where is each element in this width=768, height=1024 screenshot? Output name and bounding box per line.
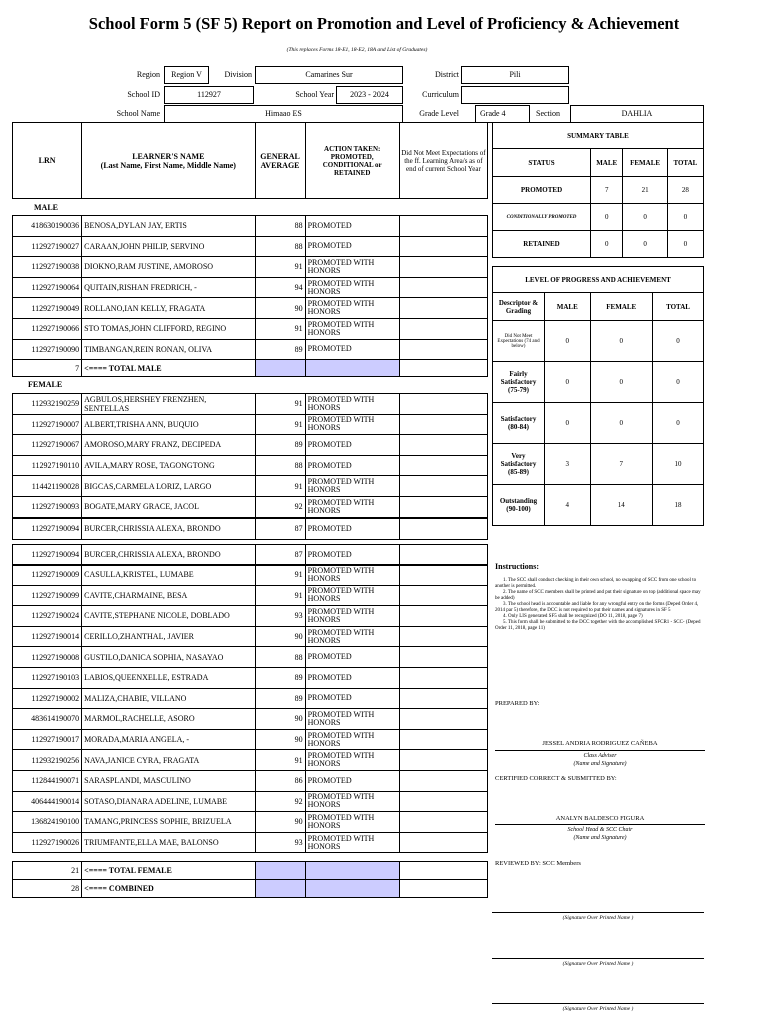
learner-lrn: 112927190110 xyxy=(13,455,82,476)
learner-name: MALIZA,CHABIE, VILLANO xyxy=(82,688,255,709)
progress-female: 7 xyxy=(590,444,652,485)
learner-action: PROMOTED xyxy=(305,455,399,476)
learner-row xyxy=(13,729,488,750)
summary-status: CONDITIONALLY PROMOTED xyxy=(493,204,591,231)
learner-row xyxy=(13,257,488,278)
summary-male: 0 xyxy=(591,204,623,231)
progress-desc: Very Satisfactory (85-89) xyxy=(493,444,545,485)
learner-avg: 92 xyxy=(255,496,305,517)
section-field: DAHLIA xyxy=(570,105,704,123)
progress-female: 0 xyxy=(590,403,652,444)
learner-avg: 90 xyxy=(255,298,305,319)
learner-name: NAVA,JANICE CYRA, FRAGATA xyxy=(82,750,255,771)
learner-name: DIOKNO,RAM JUSTINE, AMOROSO xyxy=(82,257,255,278)
learner-action: PROMOTED xyxy=(305,647,399,668)
learner-action: PROMOTED WITH HONORS xyxy=(305,318,399,339)
summary-header: MALE xyxy=(545,293,591,321)
learner-name: AMOROSO,MARY FRANZ, DECIPEDA xyxy=(82,435,255,456)
learner-action: PROMOTED xyxy=(305,339,399,360)
summary-header: TOTAL xyxy=(653,293,704,321)
cut-row-bottom: 112927190094 BURCER,CHRISSIA ALEXA, BRONDO 87 PROMOTED xyxy=(12,556,488,564)
summary-title: SUMMARY TABLE xyxy=(493,123,704,149)
female-section-label: FEMALE xyxy=(28,380,63,389)
learner-action: PROMOTED WITH HONORS xyxy=(305,709,399,730)
combined-row xyxy=(13,880,488,898)
learner-action: PROMOTED xyxy=(305,770,399,791)
learner-name: CARAAN,JOHN PHILIP, SERVINO xyxy=(82,236,255,257)
school-year-field: 2023 - 2024 xyxy=(336,86,403,104)
learner-lrn: 114421190028 xyxy=(13,476,82,497)
learner-name: CAVITE,STEPHANE NICOLE, DOBLADO xyxy=(82,606,255,627)
progress-row xyxy=(493,403,704,444)
learner-name: TAMANG,PRINCESS SOPHIE, BRIZUELA xyxy=(82,812,255,833)
learner-action: PROMOTED WITH HONORS xyxy=(305,626,399,647)
learner-action: PROMOTED WITH HONORS xyxy=(305,277,399,298)
learner-avg: 89 xyxy=(255,667,305,688)
school-name-field: Himaao ES xyxy=(164,105,403,123)
learner-row xyxy=(13,709,488,730)
male-section-label: MALE xyxy=(34,203,58,212)
learner-row xyxy=(13,626,488,647)
summary-row xyxy=(493,177,704,204)
learner-row xyxy=(13,414,488,435)
col-lrn: LRN xyxy=(13,123,82,199)
adviser-note: (Name and Signature) xyxy=(573,761,627,767)
learner-row xyxy=(13,750,488,771)
summary-header: STATUS xyxy=(493,149,591,177)
grade-level-field: Grade 4 xyxy=(475,105,530,123)
learner-row xyxy=(13,832,488,853)
progress-desc: Outstanding (90-100) xyxy=(493,485,545,526)
division-label: Division xyxy=(224,70,252,79)
progress-title: LEVEL OF PROGRESS AND ACHIEVEMENT xyxy=(493,267,704,293)
learners-table-header xyxy=(12,122,488,199)
summary-header: Descriptor & Grading xyxy=(493,293,545,321)
head-role: School Head & SCC Chair xyxy=(567,827,633,833)
summary-row xyxy=(493,231,704,258)
progress-male: 0 xyxy=(545,403,591,444)
total-male-label: <==== TOTAL MALE xyxy=(82,360,255,377)
learner-action: PROMOTED WITH HONORS xyxy=(305,298,399,319)
col-average: GENERAL AVERAGE xyxy=(255,123,305,199)
learner-name: MARMOL,RACHELLE, ASORO xyxy=(82,709,255,730)
totals-table xyxy=(12,861,488,898)
learner-avg: 88 xyxy=(255,216,305,237)
learner-avg: 86 xyxy=(255,770,305,791)
progress-female: 14 xyxy=(590,485,652,526)
scc-signature-2: (Signature Over Printed Name ) xyxy=(562,961,634,967)
learner-avg: 89 xyxy=(255,435,305,456)
total-male-row xyxy=(13,360,488,377)
learner-name: CAVITE,CHARMAINE, BESA xyxy=(82,585,255,606)
learner-row xyxy=(13,647,488,668)
progress-desc: Satisfactory (80-84) xyxy=(493,403,545,444)
learner-row xyxy=(13,565,488,586)
summary-table xyxy=(492,122,704,258)
summary-header: MALE xyxy=(591,149,623,177)
summary-male: 0 xyxy=(591,231,623,258)
reviewed-label: REVIEWED BY: SCC Members xyxy=(495,860,581,867)
adviser-role: Class Adviser xyxy=(583,753,617,759)
summary-header: TOTAL xyxy=(667,149,703,177)
female-table-top xyxy=(12,393,488,518)
learner-name: ROLLANO,IAN KELLY, FRAGATA xyxy=(82,298,255,319)
learner-row xyxy=(13,476,488,497)
summary-total: 28 xyxy=(667,177,703,204)
learner-name: SARASPLANDI, MASCULINO xyxy=(82,770,255,791)
learner-name: ALBERT,TRISHA ANN, BUQUIO xyxy=(82,414,255,435)
total-female-label: <==== TOTAL FEMALE xyxy=(82,862,255,880)
total-female-row xyxy=(13,862,488,880)
col-not-met: Did Not Meet Expectations of the ff. Learning Area/s as of end of current School Year xyxy=(399,123,487,199)
learner-row xyxy=(13,394,488,415)
learner-avg: 91 xyxy=(255,257,305,278)
learner-lrn: 418630190036 xyxy=(13,216,82,237)
learner-row xyxy=(13,318,488,339)
progress-desc: Fairly Satisfactory (75-79) xyxy=(493,362,545,403)
progress-row xyxy=(493,444,704,485)
learner-name: BENOSA,DYLAN JAY, ERTIS xyxy=(82,216,255,237)
progress-total: 0 xyxy=(653,321,704,362)
learner-lrn: 112927190014 xyxy=(13,626,82,647)
summary-female: 21 xyxy=(623,177,667,204)
learner-avg: 91 xyxy=(255,565,305,586)
learner-lrn: 112927190002 xyxy=(13,688,82,709)
instruction-item: 5. This form shall be submitted to the DCC together with the accomplished SFCR1 - SCC- (Deped Order 11, 2018, page 11) xyxy=(495,620,701,631)
summary-male: 7 xyxy=(591,177,623,204)
instructions-title: Instructions: xyxy=(495,562,540,571)
instruction-item: 3. The school head is accountable and liable for any wrongful entry on the forms (Deped Order 4, 2014 par 5) therefore, the DCC is not required to put their names and signatures in SF 5 xyxy=(495,602,699,613)
region-field: Region V xyxy=(164,66,209,84)
total-male-table xyxy=(12,359,488,377)
learner-lrn: 112927190064 xyxy=(13,277,82,298)
division-field: Camarines Sur xyxy=(255,66,403,84)
combined-label: <==== COMBINED xyxy=(82,880,255,898)
summary-female: 0 xyxy=(623,204,667,231)
cut-row-top: 112927190094 BURCER,CHRISSIA ALEXA, BRONDO 87 PROMOTED xyxy=(12,518,488,527)
learner-lrn: 112927190099 xyxy=(13,585,82,606)
learner-action: PROMOTED xyxy=(305,236,399,257)
adviser-name: JESSEL ANDRIA RODRIGUEZ CAÑEBA xyxy=(542,740,658,747)
learner-row xyxy=(13,496,488,517)
learner-name: LABIOS,QUEENXELLE, ESTRADA xyxy=(82,667,255,688)
learner-lrn: 112927190024 xyxy=(13,606,82,627)
learner-lrn: 112927190066 xyxy=(13,318,82,339)
learner-name: MORADA,MARIA ANGELA, - xyxy=(82,729,255,750)
section-label: Section xyxy=(536,109,560,118)
learner-lrn: 112927190009 xyxy=(13,565,82,586)
scc-signature-3: (Signature Over Printed Name ) xyxy=(562,1006,634,1012)
school-year-label: School Year xyxy=(295,90,334,99)
learner-action: PROMOTED WITH HONORS xyxy=(305,565,399,586)
summary-header: FEMALE xyxy=(623,149,667,177)
summary-status: PROMOTED xyxy=(493,177,591,204)
learner-action: PROMOTED WITH HONORS xyxy=(305,791,399,812)
learner-avg: 91 xyxy=(255,476,305,497)
female-table-bottom xyxy=(12,564,488,853)
learner-lrn: 112927190067 xyxy=(13,435,82,456)
learner-action: PROMOTED xyxy=(305,667,399,688)
instructions-list xyxy=(495,578,705,632)
learner-action: PROMOTED WITH HONORS xyxy=(305,812,399,833)
total-female-count: 21 xyxy=(13,862,82,880)
school-id-field: 112927 xyxy=(164,86,254,104)
learner-row xyxy=(13,277,488,298)
learner-avg: 89 xyxy=(255,339,305,360)
instruction-item: 1. The SCC shall conduct checking in their own school, no swapping of SCC from one school to another is permitted. xyxy=(495,578,697,589)
learner-lrn: 112927190007 xyxy=(13,414,82,435)
district-field: Pili xyxy=(461,66,569,84)
learner-name: BOGATE,MARY GRACE, JACOL xyxy=(82,496,255,517)
learner-row xyxy=(13,667,488,688)
progress-row xyxy=(493,321,704,362)
learner-name: TIMBANGAN,REIN RONAN, OLIVA xyxy=(82,339,255,360)
learner-row xyxy=(13,455,488,476)
head-note: (Name and Signature) xyxy=(573,835,627,841)
learner-lrn: 136824190100 xyxy=(13,812,82,833)
progress-male: 0 xyxy=(545,321,591,362)
learner-row xyxy=(13,812,488,833)
learner-lrn: 112932190256 xyxy=(13,750,82,771)
learner-action: PROMOTED WITH HONORS xyxy=(305,832,399,853)
learner-lrn: 112927190103 xyxy=(13,667,82,688)
instruction-item: 2. The name of SCC members shall be printed and put their signature on top (additional space may be added) xyxy=(495,590,701,601)
learner-avg: 91 xyxy=(255,750,305,771)
learner-lrn: 112927190090 xyxy=(13,339,82,360)
learner-avg: 93 xyxy=(255,832,305,853)
instruction-item: 4. Only LIS generated SF5 shall be recognized (DO 11, 2018, page 7) xyxy=(503,614,643,619)
learner-avg: 94 xyxy=(255,277,305,298)
grade-level-label: Grade Level xyxy=(419,109,459,118)
summary-status: RETAINED xyxy=(493,231,591,258)
learner-name: AVILA,MARY ROSE, TAGONGTONG xyxy=(82,455,255,476)
prepared-by-label: PREPARED BY: xyxy=(495,700,540,707)
learner-row xyxy=(13,791,488,812)
learner-avg: 90 xyxy=(255,626,305,647)
learner-row xyxy=(13,606,488,627)
learner-action: PROMOTED WITH HONORS xyxy=(305,496,399,517)
learner-action: PROMOTED WITH HONORS xyxy=(305,606,399,627)
summary-header: FEMALE xyxy=(590,293,652,321)
progress-total: 10 xyxy=(653,444,704,485)
col-action: ACTION TAKEN: PROMOTED, CONDITIONAL or RETAINED xyxy=(305,123,399,199)
learner-avg: 91 xyxy=(255,394,305,415)
learner-action: PROMOTED xyxy=(305,216,399,237)
learner-lrn: 483614190070 xyxy=(13,709,82,730)
learner-name: CASULLA,KRISTEL, LUMABE xyxy=(82,565,255,586)
progress-table xyxy=(492,266,704,526)
learner-name: AGBULOS,HERSHEY FRENZHEN, SENTELLAS xyxy=(82,394,255,415)
certified-label: CERTIFIED CORRECT & SUBMITTED BY: xyxy=(495,775,617,782)
col-name: LEARNER'S NAME (Last Name, First Name, Middle Name) xyxy=(82,123,255,199)
learner-action: PROMOTED WITH HONORS xyxy=(305,750,399,771)
region-label: Region xyxy=(136,70,160,79)
learner-row xyxy=(13,339,488,360)
learner-name: GUSTILO,DANICA SOPHIA, NASAYAO xyxy=(82,647,255,668)
learner-row xyxy=(13,688,488,709)
learner-lrn: 112927190026 xyxy=(13,832,82,853)
learner-lrn: 112927190038 xyxy=(13,257,82,278)
learner-action: PROMOTED xyxy=(305,435,399,456)
learner-avg: 90 xyxy=(255,812,305,833)
school-id-label: School ID xyxy=(127,90,160,99)
progress-row xyxy=(493,362,704,403)
learner-avg: 91 xyxy=(255,414,305,435)
progress-desc: Did Not Meet Expectations (74 and below) xyxy=(493,321,545,362)
learner-action: PROMOTED WITH HONORS xyxy=(305,585,399,606)
progress-total: 0 xyxy=(653,362,704,403)
curriculum-field xyxy=(461,86,569,104)
learner-action: PROMOTED WITH HONORS xyxy=(305,414,399,435)
progress-female: 0 xyxy=(590,362,652,403)
learner-avg: 92 xyxy=(255,791,305,812)
learner-action: PROMOTED WITH HONORS xyxy=(305,394,399,415)
summary-row xyxy=(493,204,704,231)
district-label: District xyxy=(435,70,459,79)
learner-lrn: 112927190093 xyxy=(13,496,82,517)
learner-row xyxy=(13,216,488,237)
male-table xyxy=(12,215,488,360)
learner-avg: 90 xyxy=(255,709,305,730)
learner-action: PROMOTED xyxy=(305,688,399,709)
learner-row xyxy=(13,236,488,257)
learner-action: PROMOTED WITH HONORS xyxy=(305,729,399,750)
learner-avg: 91 xyxy=(255,318,305,339)
progress-female: 0 xyxy=(590,321,652,362)
learner-name: TRIUMFANTE,ELLA MAE, BALONSO xyxy=(82,832,255,853)
learner-avg: 93 xyxy=(255,606,305,627)
progress-total: 18 xyxy=(653,485,704,526)
total-male-count: 7 xyxy=(13,360,82,377)
learner-lrn: 112927190049 xyxy=(13,298,82,319)
learner-lrn: 112927190017 xyxy=(13,729,82,750)
page-subtitle: (This replaces Forms 18-E1, 18-E2, 18A and List of Graduates) xyxy=(286,47,428,53)
learner-avg: 88 xyxy=(255,647,305,668)
learner-avg: 91 xyxy=(255,585,305,606)
learner-row xyxy=(13,298,488,319)
learner-avg: 89 xyxy=(255,688,305,709)
progress-row xyxy=(493,485,704,526)
learner-avg: 90 xyxy=(255,729,305,750)
head-name: ANALYN BALDESCO FIGURA xyxy=(555,815,645,822)
combined-count: 28 xyxy=(13,880,82,898)
learner-row xyxy=(13,585,488,606)
progress-male: 4 xyxy=(545,485,591,526)
page-title: School Form 5 (SF 5) Report on Promotion and Level of Proficiency & Achievement xyxy=(88,14,680,33)
learner-lrn: 112932190259 xyxy=(13,394,82,415)
school-name-label: School Name xyxy=(116,109,160,118)
learner-avg: 88 xyxy=(255,455,305,476)
summary-total: 0 xyxy=(667,231,703,258)
learner-name: CERILLO,ZHANTHAL, JAVIER xyxy=(82,626,255,647)
progress-male: 0 xyxy=(545,362,591,403)
learner-action: PROMOTED WITH HONORS xyxy=(305,476,399,497)
learner-name: SOTASO,DIANARA ADELINE, LUMABE xyxy=(82,791,255,812)
learner-name: BIGCAS,CARMELA LORIZ, LARGO xyxy=(82,476,255,497)
summary-total: 0 xyxy=(667,204,703,231)
learner-name: QUITAIN,RISHAN FREDRICH, - xyxy=(82,277,255,298)
learner-lrn: 406444190014 xyxy=(13,791,82,812)
learner-row xyxy=(13,435,488,456)
learner-lrn: 112844190071 xyxy=(13,770,82,791)
progress-total: 0 xyxy=(653,403,704,444)
learner-lrn: 112927190008 xyxy=(13,647,82,668)
learner-name: STO TOMAS,JOHN CLIFFORD, REGINO xyxy=(82,318,255,339)
learner-action: PROMOTED WITH HONORS xyxy=(305,257,399,278)
learner-lrn: 112927190027 xyxy=(13,236,82,257)
scc-signature-1: (Signature Over Printed Name ) xyxy=(562,915,634,921)
learner-avg: 88 xyxy=(255,236,305,257)
summary-female: 0 xyxy=(623,231,667,258)
progress-male: 3 xyxy=(545,444,591,485)
curriculum-label: Curriculum xyxy=(422,90,459,99)
learner-row xyxy=(13,770,488,791)
